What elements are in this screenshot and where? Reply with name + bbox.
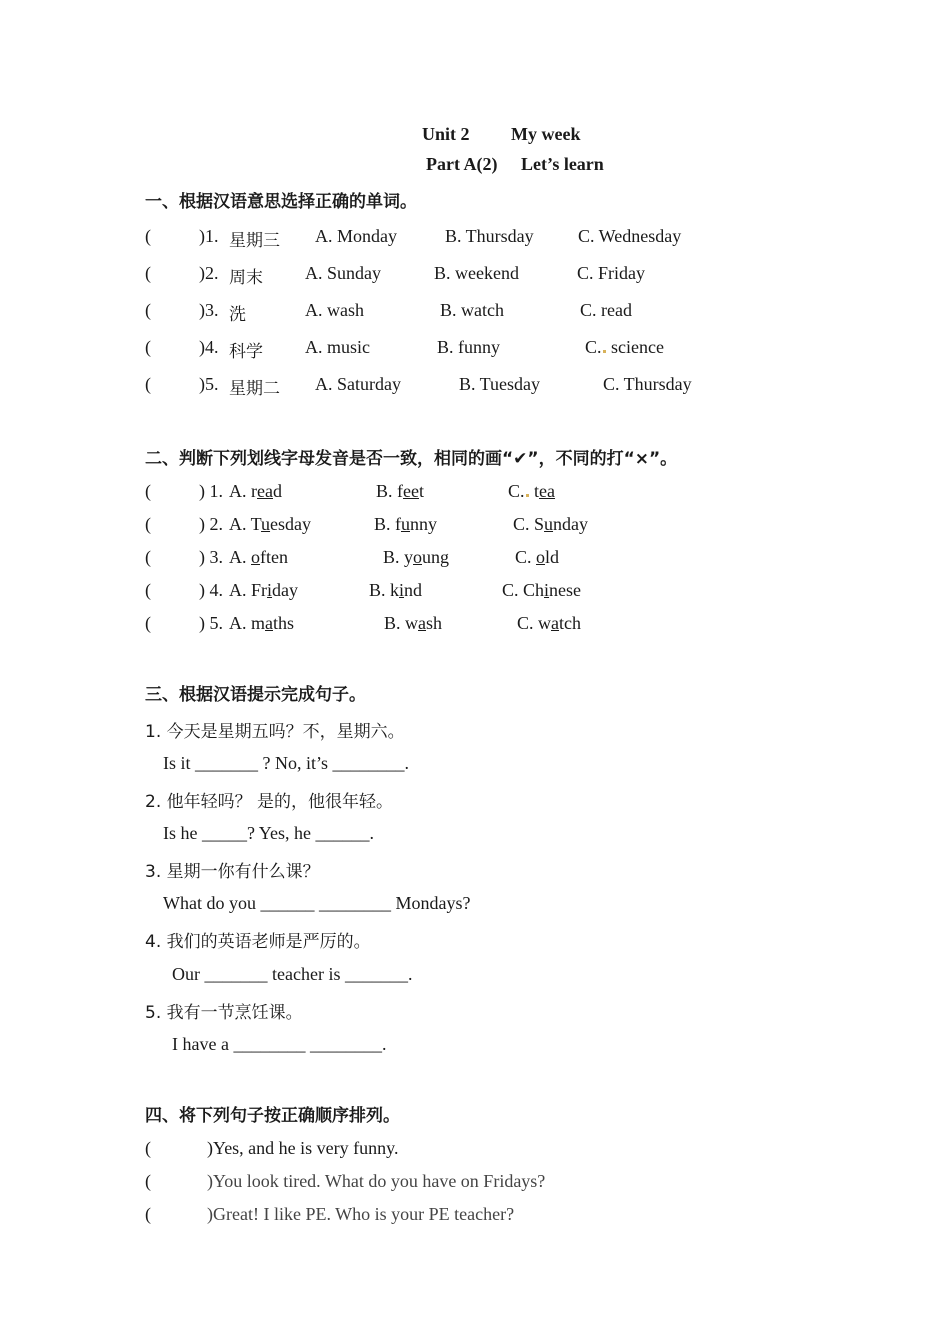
item-number: )5. bbox=[199, 374, 219, 394]
paren: ( bbox=[145, 1171, 151, 1191]
paren: ( bbox=[145, 613, 151, 633]
section4-heading: 四、将下列句子按正确顺序排列。 bbox=[145, 1106, 400, 1126]
paren: ( bbox=[145, 337, 151, 357]
section1-heading: 一、根据汉语意思选择正确的单词。 bbox=[145, 192, 417, 212]
underlined-letters: u bbox=[261, 514, 271, 534]
stray-mark bbox=[603, 350, 606, 353]
option-c: C. tea bbox=[508, 481, 556, 501]
option-b: B. funny bbox=[437, 337, 500, 357]
option-a: A. Tuesday bbox=[229, 514, 312, 534]
option-c: C. Sunday bbox=[513, 514, 589, 534]
option-a: A. often bbox=[229, 547, 288, 567]
title-unit: Unit 2 bbox=[422, 124, 470, 144]
title-lesson: Let’s learn bbox=[521, 154, 604, 174]
option-c: C. Chinese bbox=[502, 580, 582, 600]
english-fill-blank: Our _______ teacher is _______. bbox=[172, 964, 413, 984]
dialogue-line: )You look tired. What do you have on Fridays? bbox=[207, 1171, 546, 1191]
item-number: ) 5. bbox=[199, 613, 223, 633]
item-number: )1. bbox=[199, 226, 219, 246]
option-b: B. funny bbox=[374, 514, 437, 534]
option-b: B. wash bbox=[384, 613, 443, 633]
paren: ( bbox=[145, 263, 151, 283]
chinese-prompt: 4. 我们的英语老师是严厉的。 bbox=[145, 932, 371, 952]
dialogue-line: )Great! I like PE. Who is your PE teacher? bbox=[207, 1204, 515, 1224]
option-a: A. Friday bbox=[229, 580, 299, 600]
paren: ( bbox=[145, 300, 151, 320]
paren: ( bbox=[145, 514, 151, 534]
option-c-text: science bbox=[611, 337, 664, 357]
paren: ( bbox=[145, 580, 151, 600]
paren: ( bbox=[145, 374, 151, 394]
title-topic: My week bbox=[511, 124, 581, 144]
item-number: ) 1. bbox=[199, 481, 223, 501]
option-b: B. kind bbox=[369, 580, 423, 600]
item-number: ) 2. bbox=[199, 514, 223, 534]
option-b: B. Thursday bbox=[445, 226, 534, 246]
option-b: B. watch bbox=[440, 300, 504, 320]
option-c: C. Wednesday bbox=[578, 226, 682, 246]
underlined-letters: o bbox=[251, 547, 260, 567]
option-a: A. Sunday bbox=[305, 263, 381, 283]
option-b: B. feet bbox=[376, 481, 424, 501]
english-fill-blank: What do you ______ ________ Mondays? bbox=[163, 893, 471, 913]
item-number: ) 3. bbox=[199, 547, 223, 567]
paren: ( bbox=[145, 1138, 151, 1158]
underlined-letters: ea bbox=[257, 481, 273, 501]
chinese-hint: 周末 bbox=[229, 268, 263, 288]
underlined-letters: o bbox=[536, 547, 546, 567]
paren: ( bbox=[145, 547, 151, 567]
option-c: C. old bbox=[515, 547, 560, 567]
underlined-letters: o bbox=[413, 547, 423, 567]
chinese-prompt: 2. 他年轻吗？ 是的，他很年轻。 bbox=[145, 792, 394, 812]
underlined-letters: a bbox=[418, 613, 427, 633]
option-c: C. Friday bbox=[577, 263, 646, 283]
option-b: B. weekend bbox=[434, 263, 519, 283]
english-fill-blank: Is it _______ ? No, it’s ________. bbox=[163, 753, 409, 773]
underlined-letters: i bbox=[544, 580, 550, 600]
option-c: C. science bbox=[585, 337, 664, 357]
item-number: ) 4. bbox=[199, 580, 223, 600]
title-part: Part A(2) bbox=[426, 154, 498, 174]
underlined-letters: ee bbox=[403, 481, 419, 501]
chinese-prompt: 5. 我有一节烹饪课。 bbox=[145, 1003, 303, 1023]
underlined-letters: a bbox=[551, 613, 560, 633]
item-number: )2. bbox=[199, 263, 219, 283]
section3-heading: 三、根据汉语提示完成句子。 bbox=[145, 685, 366, 705]
option-a: A. read bbox=[229, 481, 282, 501]
stray-mark bbox=[526, 494, 529, 497]
english-fill-blank: I have a ________ ________. bbox=[172, 1034, 387, 1054]
chinese-hint: 科学 bbox=[229, 342, 263, 362]
item-number: )4. bbox=[199, 337, 219, 357]
underlined-letters: u bbox=[544, 514, 554, 534]
option-a: A. Saturday bbox=[315, 374, 401, 394]
underlined-letters: u bbox=[401, 514, 410, 534]
item-number: )3. bbox=[199, 300, 219, 320]
chinese-prompt: 3. 星期一你有什么课？ bbox=[145, 862, 320, 882]
option-c: C. Thursday bbox=[603, 374, 692, 394]
underlined-letters: ea bbox=[539, 481, 556, 501]
option-c: C. watch bbox=[517, 613, 582, 633]
chinese-hint: 星期三 bbox=[229, 231, 280, 251]
underlined-letters: i bbox=[399, 580, 405, 600]
underlined-letters: i bbox=[267, 580, 273, 600]
paren: ( bbox=[145, 481, 151, 501]
english-fill-blank: Is he _____? Yes, he ______. bbox=[163, 823, 374, 843]
paren: ( bbox=[145, 1204, 151, 1224]
option-c: C. read bbox=[580, 300, 632, 320]
dialogue-line: )Yes, and he is very funny. bbox=[207, 1138, 399, 1158]
option-b: B. Tuesday bbox=[459, 374, 541, 394]
section2-heading: 二、判断下列划线字母发音是否一致，相同的画“✔”，不同的打“×”。 bbox=[145, 449, 678, 469]
chinese-prompt: 1. 今天是星期五吗？不，星期六。 bbox=[145, 722, 405, 742]
chinese-hint: 星期二 bbox=[229, 379, 280, 399]
underlined-letters: a bbox=[265, 613, 273, 633]
option-a: A. maths bbox=[229, 613, 295, 633]
chinese-hint: 洗 bbox=[229, 305, 246, 325]
option-a: A. music bbox=[305, 337, 370, 357]
option-b: B. young bbox=[383, 547, 450, 567]
paren: ( bbox=[145, 226, 151, 246]
option-a: A. Monday bbox=[315, 226, 397, 246]
option-a: A. wash bbox=[305, 300, 364, 320]
